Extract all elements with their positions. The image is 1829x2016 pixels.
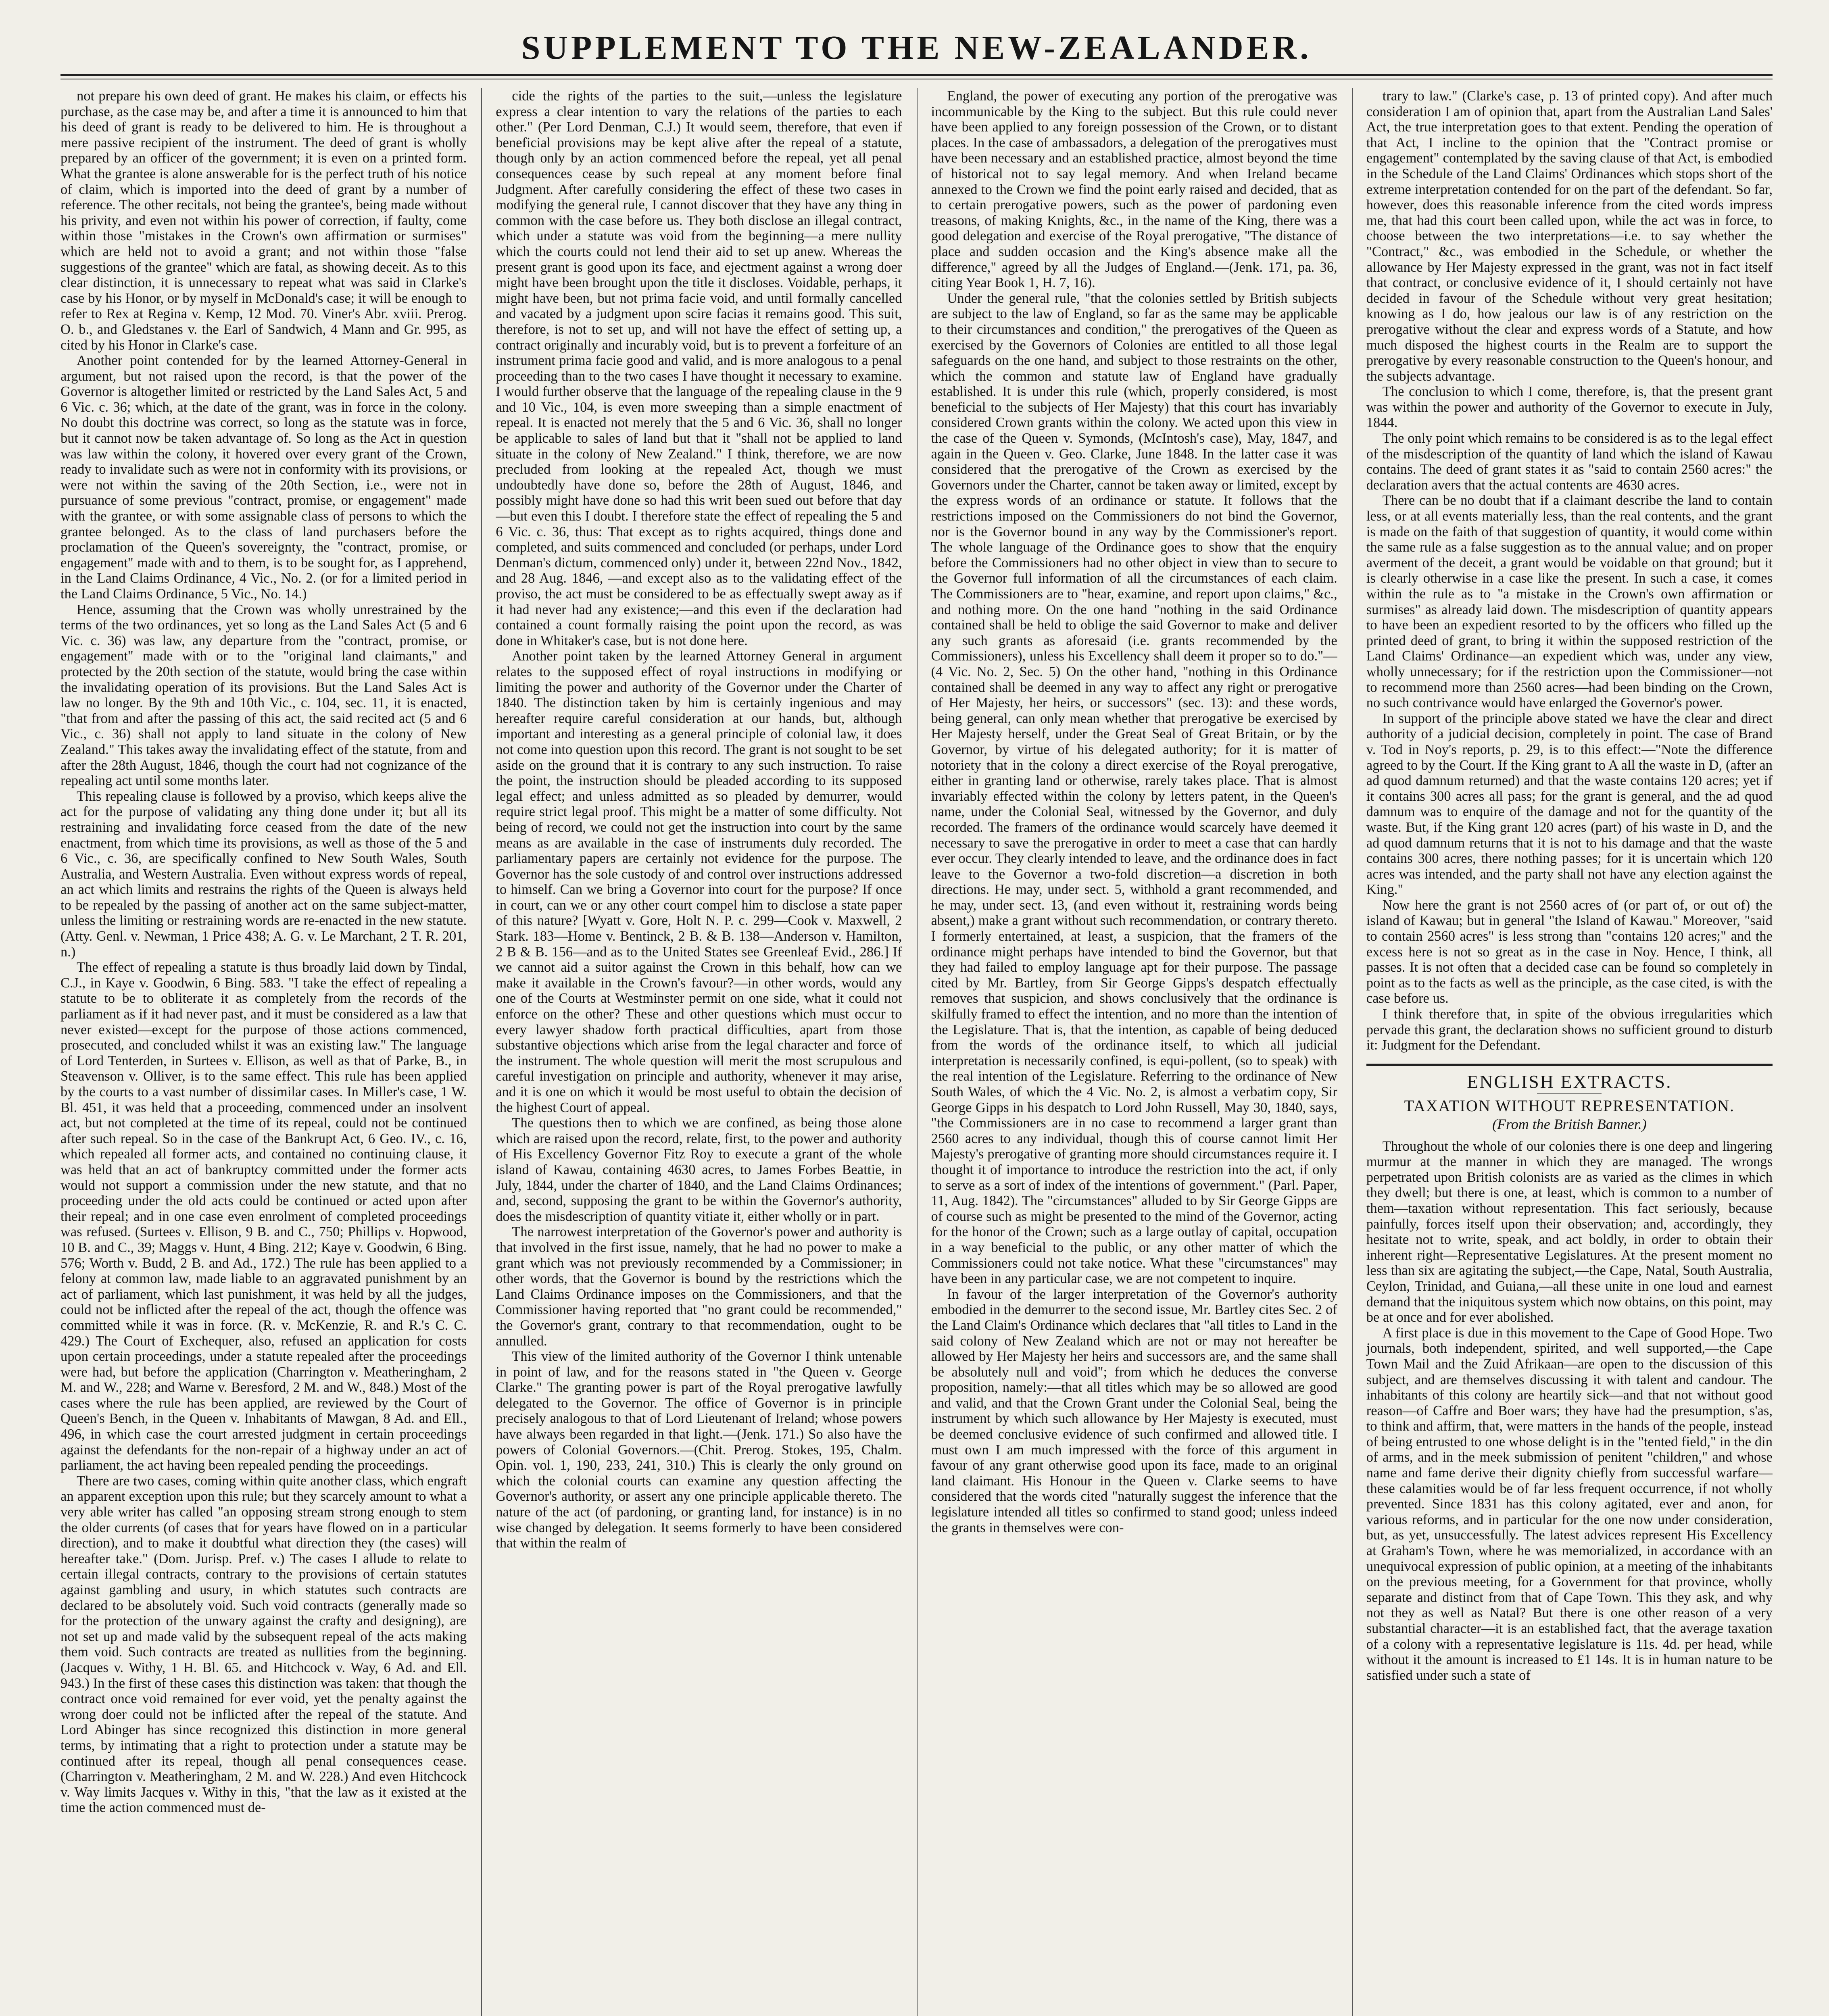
article-title: TAXATION WITHOUT REPRESENTATION. [1404,1097,1735,1115]
paragraph: The narrowest interpretation of the Governor's power and authority is that involved in the first issue, namely, that he had no power to make a grant which was not previously recommended by a Commissioner; in other words, that the Governor is bound by the restrictions which the Land Claims Ordinance imposes on the Commissioners, and that the Commissioner having reported that "no grant could be recommended," the Governor's grant, contrary to that recommendation, ought to be annulled. [496,1224,902,1349]
paragraph: The conclusion to which I come, therefore, is, that the present grant was within the power and authority of the Governor to execute in July, 1844. [1366,384,1773,431]
paragraph: Under the general rule, "that the colonies settled by British subjects are subject to the law of England, so far as the same may be applicable to their circumstances and condition," the prerogatives of the Queen as exercised by the Governors of Colonies are entitled to all those legal safeguards on the one hand, and subject to those restraints on the other, which the common and statute law of England have gradually established. It is under this rule (which, properly considered, is most beneficial to the subjects of Her Majesty) that this court has invariably considered Crown grants within the colony. We acted upon this view in the case of the Queen v. Symonds, (McIntosh's case), May, 1847, and again in the Queen v. Geo. Clarke, June 1848. In the latter case it was considered that the prerogative of the Crown as exercised by the Governors under the Charter, cannot be taken away or limited, except by the express words of an ordinance or statute. It follows that the restrictions imposed on the Commissioners do not bind the Governor, nor is the Governor bound in any way by the Commissioner's report. The whole language of the Ordinance goes to show that the enquiry before the Commissioners had no other object in view than to secure to the Governor full information of all the circumstances of each claim. The Commissioners are to "hear, examine, and report upon claims," &c., and nothing more. On the one hand "nothing in the said Ordinance contained shall be held to oblige the said Governor to make and deliver any such grants as aforesaid (i.e. grants recommended by the Commissioners), unless his Excellency shall deem it proper so to do."—(4 Vic. No. 2, Sec. 5) On the other hand, "nothing in this Ordinance contained shall be deemed in any way to affect any right or prerogative of Her Majesty, her heirs, or successors" (sec. 13): and these words, being general, can only mean whether that prerogative be exercised by Her Majesty herself, under the Great Seal of Great Britain, or by the Governor, by virtue of his delegated authority; for it is matter of notoriety that in the colony a direct exercise of the Royal prerogative, either in granting land or otherwise, rarely takes place. That is almost invariably effected within the colony by letters patent, in the Queen's name, under the Colonial Seal, witnessed by the Governor, and duly recorded. The framers of the ordinance would scarcely have deemed it necessary to save the prerogative in order to meet a case that can hardly ever occur. They clearly intended to leave, and the ordinance does in fact leave to the Governor a two-fold discretion—a discretion in both directions. He may, under sect. 5, withhold a grant recommended, and he may, under sect. 13, (and even without it, restraining words being absent,) make a grant without such recommendation, or contrary thereto. I formerly entertained, at least, a suspicion, that the framers of the ordinance might perhaps have intended to bind the Governor, but that they had failed to employ language apt for their purpose. The passage cited by Mr. Bartley, from Sir George Gipps's despatch effectually removes that suspicion, and shows conclusively that the ordinance is skilfully framed to effect the intention, and no more than the intention of the Legislature. That is, that the intention, as capable of being deduced from the words of the ordinance itself, to which all judicial interpretation is necessarily confined, is equi-pollent, (so to speak) with the real intention of the Legislature. Referring to the ordinance of New South Wales, of which the 4 Vic. No. 2, is almost a verbatim copy, Sir George Gipps in his despatch to Lord John Russell, May 30, 1840, says, "the Commissioners are in no case to recommend a larger grant than 2560 acres to any individual, though this of course cannot limit Her Majesty's prerogative of granting more should circumstances require it. I thought it of importance to introduce the restriction into the act, if only to serve as a sort of index of the intentions of government." (Parl. Paper, 11, Aug. 1842). The "circumstances" alluded to by Sir George Gipps are of course such as might be presented to the mind of the Governor, acting for the honor of the Crown; such as a large outlay of capital, occupation in a way beneficial to the public, or any other matter of which the Commissioners could not take notice. What these "circumstances" may have been in any particular case, we are not competent to inquire. [931,290,1337,1287]
paragraph: This view of the limited authority of the Governor I think untenable in point of law, and for the reasons stated in "the Queen v. George Clarke." The granting power is part of the Royal prerogative lawfully delegated to the Governor. The office of Governor is in principle precisely analogous to that of Lord Lieutenant of Ireland; whose powers have always been regarded in that light.—(Jenk. 171.) So also have the powers of Colonial Governors.—(Chit. Prerog. Stokes, 195, Chalm. Opin. vol. 1, 190, 233, 241, 310.) This is clearly the only ground on which the colonial courts can examine any question affecting the Governor's authority, or assert any one principle applicable thereto. The nature of the act (of pardoning, or granting land, for instance) is in no wise changed by delegation. It seems formerly to have been considered that within the realm of [496,1349,902,1551]
paragraph: The only point which remains to be considered is as to the legal effect of the misdescription of the quantity of land which the island of Kawau contains. The deed of grant states it as "said to contain 2560 acres:" the declaration avers that the actual contents are 4630 acres. [1366,431,1773,493]
paragraph: In favour of the larger interpretation of the Governor's authority embodied in the demurrer to the second issue, Mr. Bartley cites Sec. 2 of the Land Claim's Ordinance which declares that "all titles to Land in the said colony of New Zealand which are not or may not hereafter be allowed by Her Majesty her heirs and successors are, and the same shall be absolutely null and void"; from which he deduces the converse proposition, namely:—that all titles which may be so allowed are good and valid, and that the Crown Grant under the Colonial Seal, being the instrument by which such allowance by Her Majesty is executed, must be deemed conclusive evidence of such confirmed and allowed title. I must own I am much impressed with the force of this argument in favour of any grant otherwise good upon its face, made to an original land claimant. His Honour in the Queen v. Clarke seems to have considered that the words cited "naturally suggest the inference that the legislature intended all titles so confirmed to stand good; unless indeed the grants in themselves were con- [931,1286,1337,1535]
masthead-title: SUPPLEMENT TO THE NEW-ZEALANDER. [521,29,1312,67]
section-divider [1366,1064,1773,1066]
section-heading: ENGLISH EXTRACTS. [1467,1071,1672,1092]
paragraph: In support of the principle above stated we have the clear and direct authority of a judicial decision, completely in point. The case of Brand v. Tod in Noy's reports, p. 29, is to this effect:—"Note the difference agreed to by the Court. If the King grant to A all the waste in D, (after an ad quod damnum returned) and that the waste contains 120 acres; yet if it contains 300 acres all pass; for the grant is general, and the ad quod damnum was to enquire of the damage and not for the quantity of the waste. But, if the King grant 120 acres (part) of his waste in D, and the ad quod damnum returns that it is not to his damage and that the waste contains 300 acres, there nothing passes; for it is uncertain which 120 acres was intended, and the party shall not have any election against the King." [1366,710,1773,898]
paragraph: Another point contended for by the learned Attorney-General in argument, but not raised upon the record, is that the power of the Governor is altogether limited or restricted by the Land Sales Act, 5 and 6 Vic. c. 36; which, at the date of the grant, was in force in the colony. No doubt this doctrine was correct, so long as the statute was in force, but it cannot now be taken advantage of. So long as the Act in question was law within the colony, it hovered over every grant of the Crown, ready to invalidate such as were not in conformity with its provisions, or were not within the saving of the 20th Section, i.e., were not in pursuance of some previous "contract, promise, or engagement" made with the grantee, or with some assignable class of persons to which the grantee belonged. As to the class of land purchasers before the proclamation of the Queen's sovereignty, the "contract, promise, or engagement" made with and to them, is to be sought for, as I apprehend, in the Land Claims Ordinance, 4 Vic., No. 2. (or for a limited period in the Land Claims Ordinance, 5 Vic., No. 14.) [60,353,467,602]
paragraph: Another point taken by the learned Attorney General in argument relates to the supposed effect of royal instructions in modifying or limiting the power and authority of the Governor under the Charter of 1840. The distinction taken by him is certainly ingenious and may hereafter require careful consideration at our hands, but, although important and interesting as a general principle of colonial law, it does not come into question upon this record. The grant is not sought to be set aside on the ground that it is contrary to any such instruction. To raise the point, the instruction should be pleaded according to its supposed legal effect; and unless admitted as so pleaded by demurrer, would require strict legal proof. This might be a matter of some difficulty. Not being of record, we could not get the instruction into court by the same means as are available in the case of instruments duly recorded. The parliamentary papers are certainly not evidence for the purpose. The Governor has the sole custody of and control over instructions addressed to himself. Can we bring a Governor into court for the purpose? If once in court, can we or any other court compel him to disclose a state paper of this nature? [Wyatt v. Gore, Holt N. P. c. 299—Cook v. Maxwell, 2 Stark. 183—Home v. Bentinck, 2 B. & B. 138—Anderson v. Hamilton, 2 B & B. 156—and as to the United States see Greenleaf Evid., 286.] If we cannot aid a suitor against the Crown in this behalf, how can we make it available in the Crown's favour?—in other words, would any one of the Courts at Westminster permit on one side, what it could not enforce on the other? These and other questions which must occur to every lawyer shadow forth practical difficulties, apart from those substantive objections which arise from the legal character and force of the instrument. The whole question will merit the most scrupulous and careful investigation on principle and authority, whenever it may arise, and it is one on which it would be most useful to obtain the decision of the highest Court of appeal. [496,648,902,1115]
paragraph: cide the rights of the parties to the suit,—unless the legislature express a clear intention to vary the relations of the parties to each other." (Per Lord Denman, C.J.) It would seem, therefore, that even if beneficial provisions may be kept alive after the repeal of a statute, though only by an action commenced before the repeal, yet all penal consequences cease by such repeal at any moment before final Judgment. After carefully considering the effect of these two cases in modifying the general rule, I cannot discover that they have any thing in common with the case before us. They both disclose an illegal contract, which under a statute was void from the beginning—a mere nullity which the courts could not lend their aid to set up anew. Whereas the present grant is good upon its face, and ejectment against a wrong doer might have been brought upon the title it discloses. Voidable, perhaps, it might have been, but not prima facie void, and until formally cancelled and vacated by a judgment upon scire facias it remains good. This suit, therefore, is not to set up, and will not have the effect of setting up, a contract originally and incurably void, but is to prevent a forfeiture of an instrument prima facie good and valid, and is more analogous to a penal proceeding than to the two cases I have thought it necessary to examine. I would further observe that the language of the repealing clause in the 9 and 10 Vic., 104, is even more sweeping than a simple enactment of repeal. It is enacted not merely that the 5 and 6 Vic. 36, shall no longer be applicable to sales of land but that it "shall not be applied to land situate in the colony of New Zealand." I think, therefore, we are now precluded from looking at the repealed Act, though we must undoubtedly have done so, before the 28th of August, 1846, and possibly might have done so had this writ been sued out before that day—but even this I doubt. I therefore state the effect of repealing the 5 and 6 Vic. c. 36, thus: That except as to rights acquired, things done and completed, and suits commenced and concluded (or perhaps, under Lord Denman's dictum, commenced only) under it, between 22nd Nov., 1842, and 28 Aug. 1846, —and except also as to the validating effect of the proviso, the act must be considered to be as effectually swept away as if it had never had any existence;—and this even if the declaration had contained a count formally raising the point upon the record, as was done in Whitaker's case, but is not done here. [496,88,902,648]
heading-rule [1537,1093,1602,1094]
paragraph: This repealing clause is followed by a proviso, which keeps alive the act for the purpose of validating any thing done under it; but all its restraining and invalidating force ceased from the date of the new enactment, from which time its provisions, as well as those of the 5 and 6 Vic., c. 36, are specifically confined to New South Wales, South Australia, and Western Australia. Even without express words of repeal, an act which limits and restrains the rights of the Queen is always held to be repealed by the passing of another act on the same subject-matter, unless the limiting or restraining words are re-enacted in the new statute. (Atty. Genl. v. Newman, 1 Price 438; A. G. v. Le Marchant, 2 T. R. 201, n.) [60,788,467,960]
paragraph: not prepare his own deed of grant. He makes his claim, or effects his purchase, as the case may be, and after a time it is announced to him that his deed of grant is ready to be delivered to him. He is throughout a mere passive recipient of the instrument. The deed of grant is wholly prepared by an officer of the government; it is even on a printed form. What the grantee is alone answerable for is the perfect truth of his notice of claim, which is imported into the deed of grant by a number of reference. The other recitals, not being the grantee's, being made without his privity, and even not within his power of correction, if faulty, come within those "mistakes in the Crown's own affirmation or surmises" which are held not to avoid a grant; and not within those "false suggestions of the grantee" which are fatal, as showing deceit. As to this clear distinction, it is unnecessary to repeat what was said in Clarke's case by his Honor, or by myself in McDonald's case; it will be enough to refer to Rex at Regina v. Kemp, 12 Mod. 70. Viner's Abr. xviii. Prerog. O. b., and Gledstanes v. the Earl of Sandwich, 4 Mann and Gr. 995, as cited by his Honor in Clarke's case. [60,88,467,353]
text-columns [60,88,1773,2016]
paragraph: Now here the grant is not 2560 acres of (or part of, or out of) the island of Kawau; but in general "the Island of Kawau." Moreover, "said to contain 2560 acres" is less strong than "contains 120 acres;" and the excess here is not so great as in the case in Noy. Hence, I think, all passes. It is not often that a decided case can be found so completely in point as to the facts as well as the principle, as the case cited, is with the case before us. [1366,897,1773,1006]
column-3 [917,88,1337,2016]
paragraph: Hence, assuming that the Crown was wholly unrestrained by the terms of the two ordinances, yet so long as the Land Sales Act (5 and 6 Vic. c. 36) was law, any departure from the "contract, promise, or engagement" made with or to the "original land claimants," and protected by the 20th section of the statute, would bring the case within the invalidating operation of its provisions. But the Land Sales Act is law no longer. By the 9th and 10th Vic., c. 104, sec. 11, it is enacted, "that from and after the passing of this act, the said recited act (5 and 6 Vic., c. 36) shall not apply to land situate in the colony of New Zealand." This takes away the invalidating effect of the statute, from and after the 28th August, 1846, though the court had not cognizance of the repealing act until some months later. [60,602,467,789]
paragraph: The effect of repealing a statute is thus broadly laid down by Tindal, C.J., in Kaye v. Goodwin, 6 Bing. 583. "I take the effect of repealing a statute to be to obliterate it as completely from the records of the parliament as if it had never past, and it must be considered as a law that never existed—except for the purpose of those actions commenced, prosecuted, and concluded whilst it was an existing law." The language of Lord Tenterden, in Surtees v. Ellison, as well as that of Parke, B., in Steavenson v. Olliver, is to the same effect. This rule has been applied by the courts to a vast number of dissimilar cases. In Miller's case, 1 W. Bl. 451, it was held that a proceeding, commenced under an insolvent act, but not completed at the time of its repeal, could not be continued after such repeal. So in the case of the Bankrupt Act, 6 Geo. IV., c. 16, which repealed all former acts, and contained no continuing clause, it was held that an act of bankruptcy committed under the former acts would not support a commission under the new statute, and that no proceeding under the old acts could be continued or acted upon after their repeal; and in one case even enrolment of completed proceedings was refused. (Surtees v. Ellison, 9 B. and C., 750; Phillips v. Hopwood, 10 B. and C., 39; Maggs v. Hunt, 4 Bing. 212; Kaye v. Goodwin, 6 Bing. 576; Worth v. Budd, 2 B. and Ad., 172.) The rule has been applied to a felony at common law, made liable to an aggravated punishment by an act of parliament, which last punishment, it was held by all the judges, could not be inflicted after the repeal of the act, though the offence was committed while it was in force. (R. v. McKenzie, R. and R.'s C. C. 429.) The Court of Exchequer, also, refused an application for costs upon certain proceedings, under a statute repealed after the proceedings were had, but before the application (Charrington v. Meatheringham, 2 M. and W., 228; and Warne v. Beresford, 2 M. and W., 848.) Most of the cases where the rule has been applied, are reviewed by the Court of Queen's Bench, in the Queen v. Inhabitants of Mawgan, 8 Ad. and Ell., 496, in which case the court arrested judgment in certain proceedings against the defendants for the non-repair of a highway under an act of parliament, the act having been repealed pending the proceedings. [60,960,467,1473]
paragraph: There can be no doubt that if a claimant describe the land to contain less, or at all events materially less, than the real contents, and the grant is made on the faith of that suggestion of quantity, it would come within the same rule as a false suggestion as to the annual value; and on proper averment of the deceit, a grant would be voidable on that ground; but it is clearly otherwise in a case like the present. In such a case, it comes within the rule as to "a mistake in the Crown's own affirmation or surmises" as already laid down. The misdescription of quantity appears to have been an expedient resorted to by the officers who filled up the printed deed of grant, to bring it within the supposed restriction of the Land Claims' Ordinance—an expedient which was, under any view, wholly unnecessary; for if the restriction upon the Commissioner—not to recommend more than 2560 acres—had been binding on the Crown, no such contrivance would have enlarged the Governor's power. [1366,493,1773,711]
paragraph: The questions then to which we are confined, as being those alone which are raised upon the record, relate, first, to the power and authority of His Excellency Governor Fitz Roy to execute a grant of the whole island of Kawau, containing 4630 acres, to James Forbes Beattie, in July, 1844, under the charter of 1840, and the Land Claims Ordinances; and, second, supposing the grant to be within the Governor's authority, does the misdescription of quantity vitiate it, either wholly or in part. [496,1115,902,1224]
paragraph: trary to law." (Clarke's case, p. 13 of printed copy). And after much consideration I am of opinion that, apart from the Australian Land Sales' Act, the true interpretation goes to that extent. Pending the operation of that Act, I incline to the opinion that the "Contract promise or engagement" contemplated by the saving clause of that Act, is embodied in the Schedule of the Land Claims' Ordinances which stops short of the extreme interpretation contended for on the part of the defendant. So far, however, does this reasonable inference from the cited words impress me, that had this court been called upon, while the act was in force, to choose between the two interpretations—i.e. to say whether the "Contract," &c., was embodied in the Schedule, or whether the allowance by Her Majesty expressed in the grant, was not in fact itself that contract, or conclusive evidence of it, I should certainly not have decided in favour of the Schedule without very great hesitation; knowing as I do, how jealous our law is of any restriction on the prerogative without the clear and express words of a Statute, and how much disposed the highest courts in the Realm are to support the prerogative by every reasonable construction to the Queen's honour, and the subjects advantage. [1366,88,1773,384]
column-4 [1352,88,1773,2016]
paragraph: Throughout the whole of our colonies there is one deep and lingering murmur at the manner in which they are managed. The wrongs perpetrated upon British colonists are as varied as the climes in which they dwell; but there is one, at least, which is common to a number of them—taxation without representation. This fact seriously, because painfully, forces itself upon their observation; and, accordingly, they hesitate not to write, speak, and act boldly, in order to obtain their inherent right—Representative Legislatures. At the present moment no less than six are agitating the subject,—the Cape, Natal, South Australia, Ceylon, Trinidad, and Guiana,—all these unite in one loud and earnest demand that the iniquitous system which now obtains, on this point, may be at once and for ever abolished. [1366,1138,1773,1325]
article-source: (From the British Banner.) [1492,1116,1647,1132]
column-1 [60,88,467,2016]
paragraph: A first place is due in this movement to the Cape of Good Hope. Two journals, both independent, spirited, and well supported,—the Cape Town Mail and the Zuid Afrikaan—are open to the discussion of this subject, and are themselves discussing it with talent and candour. The inhabitants of this colony are heartily sick—and that not without good reason—of Caffre and Boer wars; they have had the presumption, s'as, to think and affirm, that, were matters in the hands of the people, instead of being entrusted to one whose delight is in the "tented field," in the din of arms, and in the meek submission of penitent "children," and whose name and fame derive their dignity chiefly from successful warfare—these calamities would be of far less frequent occurrence, if not wholly prevented. Since 1831 has this colony agitated, ever and anon, for various reforms, and in particular for the one now under consideration, but, as yet, unsuccessfully. The latest advices represent His Excellency at Graham's Town, where he was memorialized, in accordance with an unequivocal expression of public opinion, at a meeting of the inhabitants on the previous meeting, for a Government for that province, wholly separate and distinct from that of Cape Town. This they ask, and why not they as well as Natal? But there is one other reason of a very substantial character—it is an established fact, that the average taxation of a colony with a representative legislature is 11s. 4d. per head, while without it the amount is increased to £1 14s. It is in human nature to be satisfied under such a state of [1366,1325,1773,1683]
paragraph: England, the power of executing any portion of the prerogative was incommunicable by the King to the subject. But this rule could never have been applied to any foreign possession of the Crown, or to distant places. In the case of ambassadors, a delegation of the prerogatives must have been necessary and an established practice, almost beyond the time of historical not to say legal memory. And when Ireland became annexed to the Crown we find the point early raised and decided, that as to certain prerogative powers, such as the power of pardoning even treasons, of making Knights, &c., in the name of the King, there was a good delegation and exercise of the Royal prerogative, "The distance of place and sudden occasion and the King's absence make all the difference," agreed by all the Judges of England.—(Jenk. 171, pa. 36, citing Year Book 1, H. 7, 16). [931,88,1337,291]
paragraph: There are two cases, coming within quite another class, which engraft an apparent exception upon this rule; but they scarcely amount to what a very able writer has called "an opposing stream strong enough to stem the older currents (of cases that for years have flowed on in a particular direction), and to make it doubtful what direction they (the cases) will hereafter take." (Dom. Jurisp. Pref. v.) The cases I allude to relate to certain illegal contracts, contrary to the provisions of certain statutes against gambling and usury, in which statutes such contracts are declared to be absolutely void. Such void contracts (generally made so for the protection of the unwary against the crafty and designing), are not set up and made valid by the subsequent repeal of the acts making them void. Such contracts are treated as nullities from the beginning. (Jacques v. Withy, 1 H. Bl. 65. and Hitchcock v. Way, 6 Ad. and Ell. 943.) In the first of these cases this distinction was taken: that though the contract once void remained for ever void, yet the penalty against the wrong doer could not be inflicted after the repeal of the statute. And Lord Abinger has since recognized this distinction in more general terms, by intimating that a right to protection under a statute may be continued after its repeal, though all penal consequences cease. (Charrington v. Meatheringham, 2 M. and W. 228.) And even Hitchcock v. Way limits Jacques v. Withy in this, "that the law as it existed at the time the action commenced must de- [60,1473,467,1816]
paragraph: I think therefore that, in spite of the obvious irregularities which pervade this grant, the declaration shows no sufficient ground to disturb it: Judgment for the Defendant. [1366,1006,1773,1053]
masthead-rule [60,74,1773,79]
column-2 [481,88,902,2016]
masthead [60,28,1773,71]
